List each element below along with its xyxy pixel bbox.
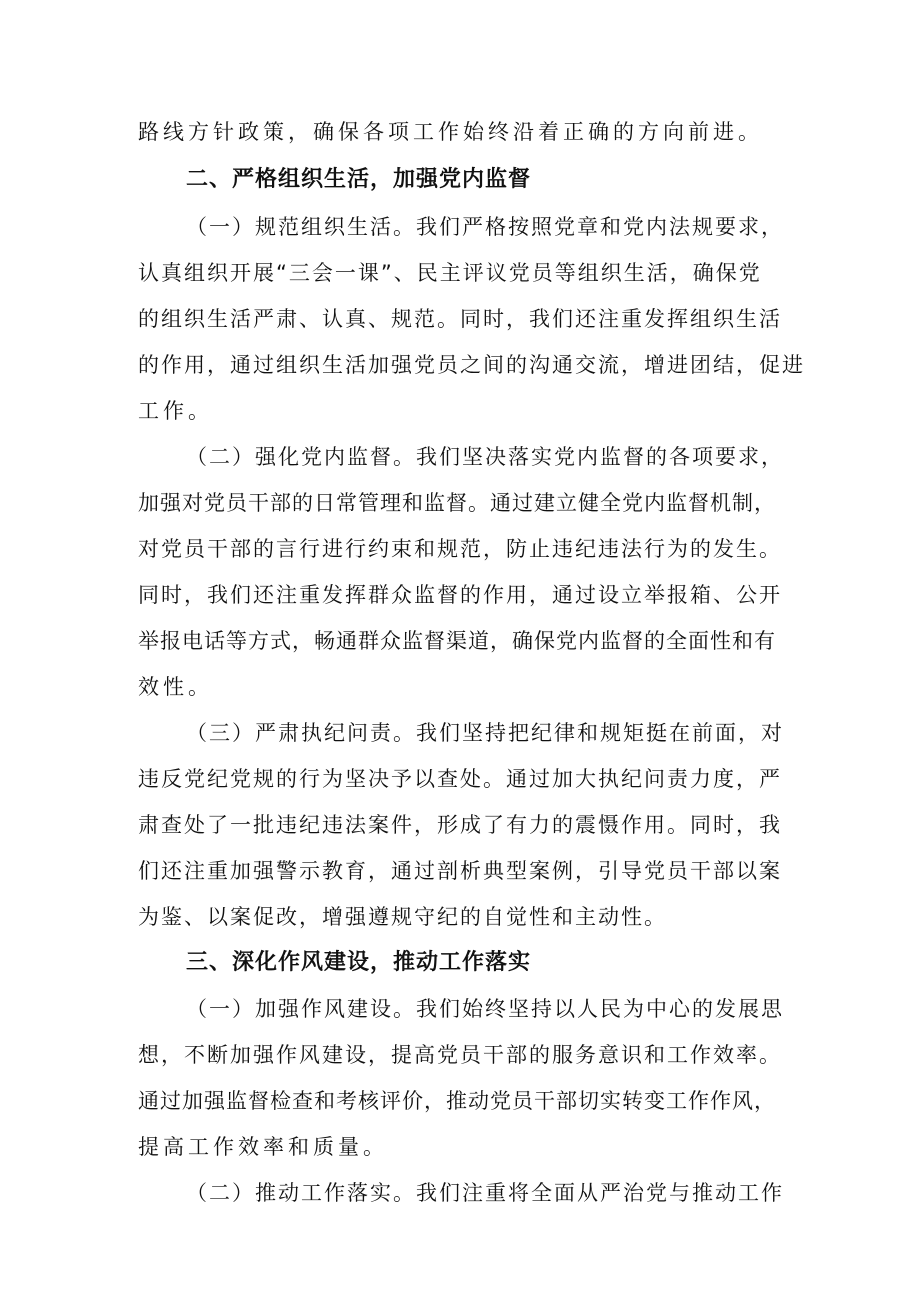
text-line: 提高工作效率和质量。: [138, 1135, 388, 1159]
text-line: 的作用，通过组织生活加强党员之间的沟通交流，增进团结，促进: [138, 353, 805, 377]
text-line: 工作。: [138, 399, 213, 423]
text-line: 们还注重加强警示教育，通过剖析典型案例，引导党员干部以案: [138, 859, 782, 883]
text-line: 举报电话等方式，畅通群众监督渠道，确保党内监督的全面性和有: [138, 629, 776, 653]
paragraph-start-line: （一）规范组织生活。我们严格按照党章和党内法规要求，: [186, 215, 784, 239]
text-line: 违反党纪党规的行为坚决予以查处。通过加大执纪问责力度，严: [138, 767, 782, 791]
text-line: 路线方针政策，确保各项工作始终沿着正确的方向前进。: [138, 120, 763, 144]
paragraph-start-line: （二）推动工作落实。我们注重将全面从严治党与推动工作: [186, 1181, 784, 1205]
paragraph-start-line: （二）强化党内监督。我们坚决落实党内监督的各项要求，: [186, 445, 784, 469]
paragraph-start-line: （一）加强作风建设。我们始终坚持以人民为中心的发展思: [186, 997, 784, 1021]
text-line: 肃查处了一批违纪违法案件，形成了有力的震慑作用。同时，我: [138, 813, 782, 837]
text-line: 同时，我们还注重发挥群众监督的作用，通过设立举报箱、公开: [138, 583, 782, 607]
text-line: 通过加强监督检查和考核评价，推动党员干部切实转变工作作风，: [138, 1089, 776, 1113]
text-line: 效性。: [138, 675, 213, 699]
section-heading: 二、严格组织生活，加强党内监督: [186, 167, 532, 192]
text-line: 加强对党员干部的日常管理和监督。通过建立健全党内监督机制，: [138, 491, 776, 515]
text-line: 对党员干部的言行进行约束和规范，防止违纪违法行为的发生。: [138, 537, 782, 561]
paragraph-start-line: （三）严肃执纪问责。我们坚持把纪律和规矩挺在前面，对: [186, 721, 784, 745]
text-line: 为鉴、以案促改，增强遵规守纪的自觉性和主动性。: [138, 905, 667, 929]
text-line: 想，不断加强作风建设，提高党员干部的服务意识和工作效率。: [138, 1043, 782, 1067]
section-heading: 三、深化作风建设，推动工作落实: [186, 950, 532, 975]
text-line: 认真组织开展“三会一课”、民主评议党员等组织生活，确保党: [138, 261, 762, 285]
text-line: 的组织生活严肃、认真、规范。同时，我们还注重发挥组织生活: [138, 307, 782, 331]
